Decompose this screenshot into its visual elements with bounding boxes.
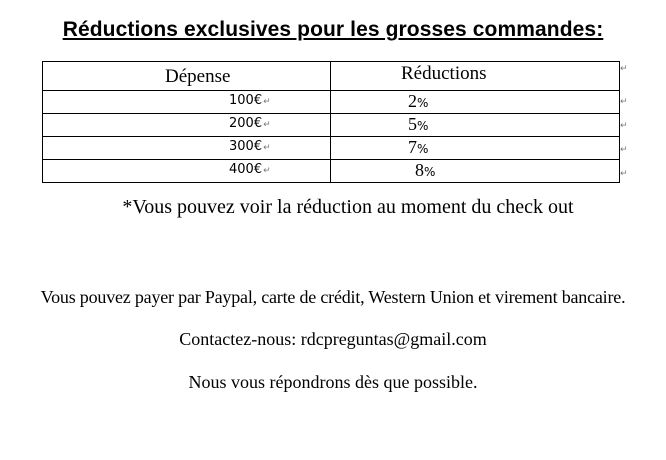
checkout-note: *Vous pouvez voir la réduction au moment du check out [122,196,574,218]
contact-text: Contactez-nous: rdcpreguntas@gmail.com [179,329,487,349]
spend-amount: 100€ [229,93,263,108]
spend-cell [43,160,331,183]
return-mark-icon: ↵ [263,97,271,107]
discount-value [408,114,428,135]
return-mark-icon: ↵ [620,64,628,74]
discount-cell [331,137,620,160]
spend-value [229,93,271,108]
discount-value [408,137,428,158]
discount-cell [331,160,620,183]
return-mark-icon: ↵ [620,145,628,155]
table-row [43,160,620,183]
discount-unit: % [417,96,429,110]
header-discount: Réductions [401,63,487,84]
return-mark-icon: ↵ [263,120,271,130]
table-header-row [43,62,620,91]
page-title: Réductions exclusives pour les grosses commandes: [62,18,604,41]
spend-value [229,116,271,131]
discount-value [408,91,428,112]
payment-methods-text: Vous pouvez payer par Paypal, carte de crédit, Western Union et virement bancaire. [40,287,626,307]
table-row [43,137,620,160]
spend-value [229,139,271,154]
discount-unit: % [417,142,429,156]
spend-amount: 200€ [229,116,263,131]
discount-cell [331,114,620,137]
header-spend: Dépense [165,66,231,87]
table-row [43,114,620,137]
discount-table [42,61,620,183]
spend-cell [43,137,331,160]
return-mark-icon: ↵ [263,143,271,153]
return-mark-icon: ↵ [263,166,271,176]
discount-number: 2 [408,91,417,111]
spend-amount: 300€ [229,139,263,154]
discount-number: 5 [408,114,417,134]
reply-text: Nous vous répondrons dès que possible. [188,372,478,392]
discount-number: 8 [415,160,424,180]
header-cell-spend [43,62,331,91]
spend-cell [43,114,331,137]
spend-cell [43,91,331,114]
header-cell-discount [331,62,620,91]
return-mark-icon: ↵ [620,97,628,107]
return-mark-icon: ↵ [620,121,628,131]
spend-value [229,162,271,177]
discount-number: 7 [408,137,417,157]
discount-value [415,160,435,181]
discount-unit: % [417,119,429,133]
discount-cell [331,91,620,114]
spend-amount: 400€ [229,162,263,177]
return-mark-icon: ↵ [620,169,628,179]
table-row [43,91,620,114]
discount-unit: % [424,165,436,179]
